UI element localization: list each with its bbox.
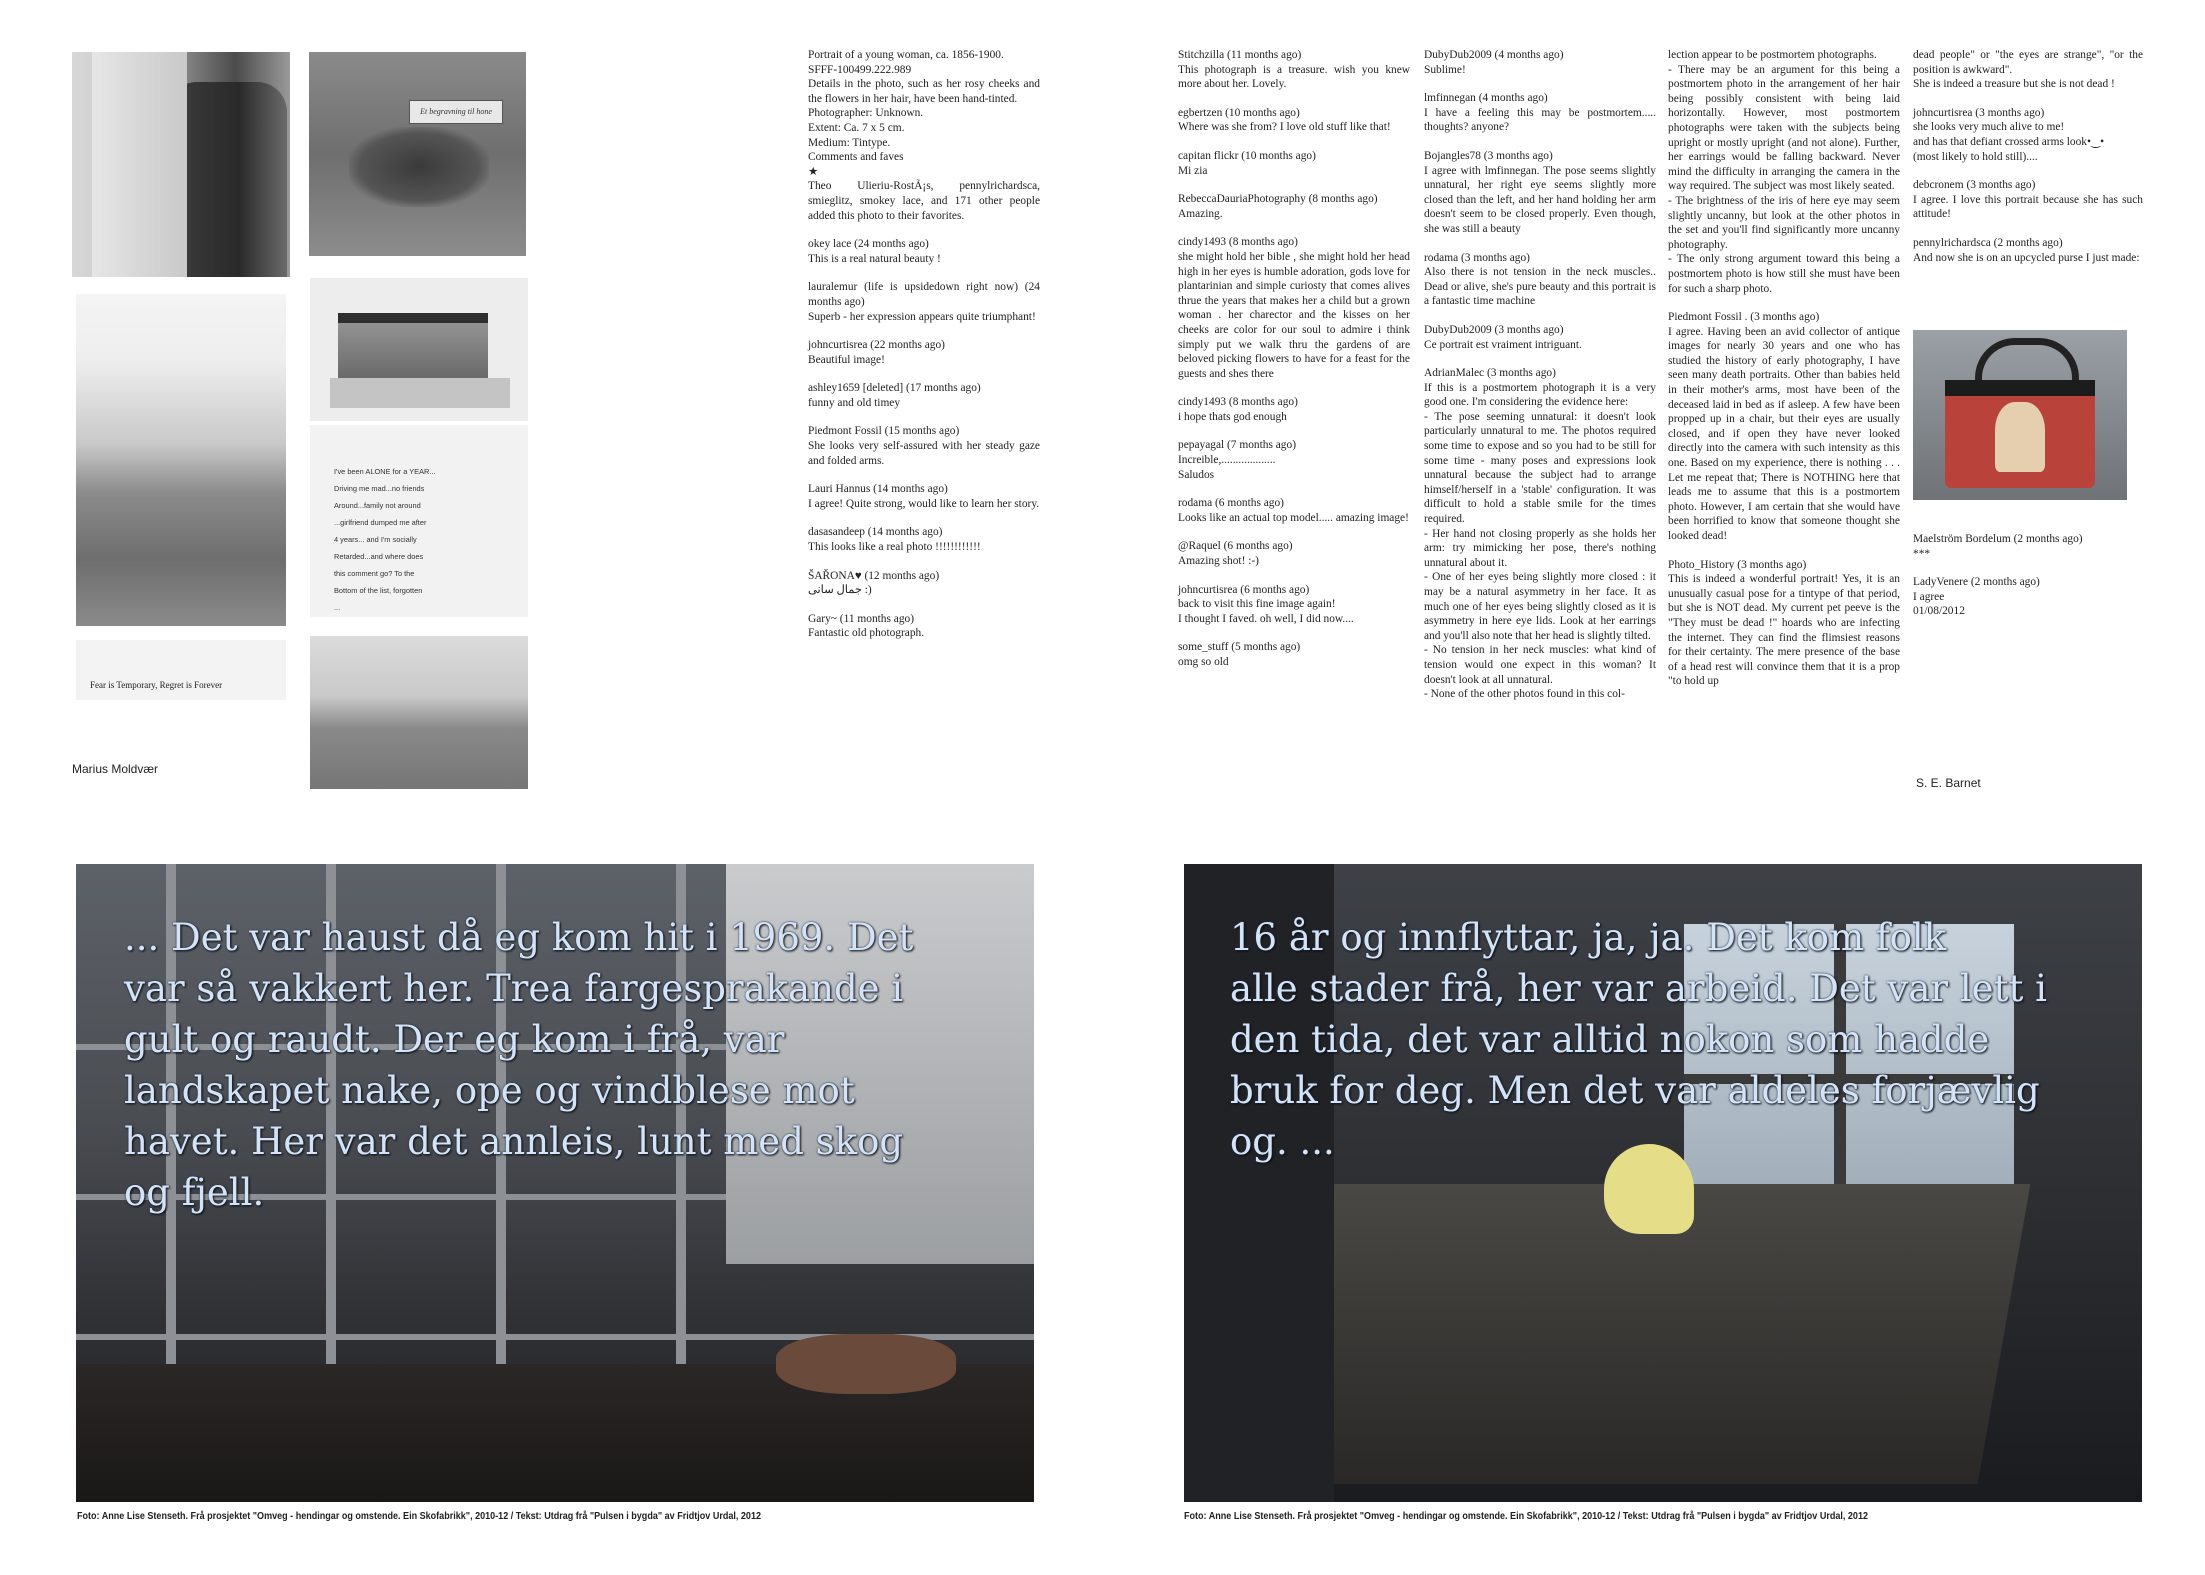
comment-line: I agree. Having been an avid collector of antique images for nearly 30 years and one who has studied the history of early photography, I have seen many death portraits. Other than babies held in their mother's arms, most have been of the deceased laid in bed as if asleep. A few have been propped up in a chair, but their eyes are usually closed, and if open they have never looked directly into the camera with such intensity as this one. Based on my experience, there is nothing . . . Let me repeat that; There is NOTHING here that leads me to assume that this is a postmortem photo. However, I am certain that she would have been horrified to know that someone thought she looked dead! [1668,325,1900,542]
comment-line: Details in the photo, such as her rosy cheeks and the flowers in her hair, have been hand-tinted. [808,78,1040,105]
comment-line: Amazing shot! :-) [1178,555,1259,568]
comment-line: Theo Ulieriu-RostÃ¡s, pennylrichardsca, smieglitz, smokey lace, and 171 other people added this photo to their favorites. [808,180,1040,222]
comment-line: some_stuff (5 months ago) [1178,641,1301,654]
poster-caption-2: Foto: Anne Lise Stenseth. Frå prosjektet "Omveg - hendingar og omstende. Ein Skofabrikk", 2010-12 / Tekst: Utdrag frå "Pulsen i bygda" av Fridtjov Urdal, 2012 [1184,1510,1869,1522]
comment-line: lmfinnegan (4 months ago) [1424,92,1548,105]
comment-line: - One of her eyes being slightly more closed : it may be a natural asymmetry in her face. It as much one of her eyes being slightly closed as it is asymmetry in here eye lids. Look at her earrings and you'll also note that her head is slightly tilted. [1424,571,1656,642]
comment-line: i hope thats god enough [1178,410,1287,423]
building-photo [310,278,528,421]
poster-caption-1: Foto: Anne Lise Stenseth. Frå prosjektet "Omveg - hendingar og omstende. Ein Skofabrikk", 2010-12 / Tekst: Utdrag frå "Pulsen i bygda" av Fridtjov Urdal, 2012 [77,1510,762,1522]
comment-line: I thought I faved. oh well, I did now.... [1178,612,1354,625]
note-line: ... [334,603,341,612]
comment-line: rodama (6 months ago) [1178,497,1284,510]
comment-line: - No tension in her neck muscles: what kind of tension would one expect in this woman? It doesn't look at all unnatural. [1424,644,1656,686]
comment-line: She looks very self-assured with her steady gaze and folded arms. [808,440,1040,467]
comment-line: (most likely to hold still).... [1913,150,2038,163]
comments-column-5 [1913,48,2143,279]
comment-line: *** [1913,547,1931,560]
comment-line: Stitchzilla (11 months ago) [1178,49,1302,61]
comment-line: LadyVenere (2 months ago) [1913,576,2040,589]
soldiers-photo [309,52,526,256]
comment-line: Comments and faves [808,151,904,164]
factory-window-poster [1184,864,2142,1502]
comment-line: rodama (3 months ago) [1424,251,1530,264]
comment-line: DubyDub2009 (3 months ago) [1424,323,1564,336]
comment-line: DubyDub2009 (4 months ago) [1424,49,1564,61]
torso-photo [72,52,290,277]
note-line: Driving me mad...no friends [334,484,425,493]
comment-line: Photo_History (3 months ago) [1668,558,1807,571]
comment-line: Portrait of a young woman, ca. 1856-1900. [808,49,1004,61]
comment-line: Beautiful image! [808,353,885,366]
author-name: S. E. Barnet [1916,776,1981,790]
comment-line: And now she is on an upcycled purse I just made: [1913,251,2140,264]
comment-line: Also there is not tension in the neck muscles.. Dead or alive, she's pure beauty and this portrait is a fantastic time machine [1424,266,1656,308]
comment-line: I agree! Quite strong, would like to learn her story. [808,497,1040,510]
note-line: ...girlfriend dumped me after [334,518,427,527]
comment-line: lection appear to be postmortem photographs. [1668,49,1877,61]
comment-line: - The only strong argument toward this being a postmortem photo is how still she must have been for such a sharp photo. [1668,253,1900,295]
comment-line: pennylrichardsca (2 months ago) [1913,236,2063,249]
comment-line: Saludos [1178,468,1215,481]
comment-line: 01/08/2012 [1913,605,1965,618]
comment-line: egbertzen (10 months ago) [1178,106,1300,119]
note-line: this comment go? To the [334,569,415,578]
comment-line: Medium: Tintype. [808,136,891,149]
comment-line: Sublime! [1424,63,1466,76]
poster-quote-1: ... Det var haust då eg kom hit i 1969. Det var så vakkert her. Trea fargesprakande i gult og raudt. Der eg kom i frå, var landskapet nake, ope og vindblese mot havet. Her var det annleis, lunt med skog og fjell. [124,916,914,1214]
comment-line: omg so old [1178,656,1229,668]
comments-column-3 [1424,48,1656,716]
comment-line: Bojangles78 (3 months ago) [1424,149,1553,162]
comment-line: Maelström Bordelum (2 months ago) [1913,533,2083,545]
comment-line: SFFF-100499.222.989 [808,63,912,76]
note-line: Bottom of the list, forgotten [334,586,423,595]
comment-line: AdrianMalec (3 months ago) [1424,367,1556,380]
comment-line: Where was she from? I love old stuff like that! [1178,121,1391,134]
comment-line: I agree [1913,590,1945,603]
comment-line: Superb - her expression appears quite triumphant! [808,310,1036,323]
comment-line: and has that defiant crossed arms look•‿• [1913,135,2105,148]
comments-column-4 [1668,48,1900,703]
poster-quote-2: 16 år og innflyttar, ja, ja. Det kom folk alle stader frå, her var arbeid. Det var lett i den tida, det var alltid nokon som hadde bruk for deg. Men det var aldeles forjævlig og. ... [1230,916,2047,1163]
comment-line: ★ [808,165,819,178]
comment-line: back to visit this fine image again! [1178,598,1336,611]
comment-line: Piedmont Fossil (15 months ago) [808,425,960,438]
comment-line: - The pose seeming unnatural: it doesn't look particularly unnatural to me. The photos required some time to expose and so you had to be still for some time - many poses and expressions look unnatural because the subject had to arrange himself/herself in a 'stable' configuration. It was difficult to hold a stable smile for the times required. [1424,410,1656,526]
note-line: Retarded...and where does [334,552,424,561]
comment-line: I have a feeling this may be postmortem..... thoughts? anyone? [1424,106,1656,134]
comment-line: capitan flickr (10 months ago) [1178,149,1316,162]
comments-column-5-bottom [1913,532,2143,633]
comment-line: Increible,................... [1178,454,1276,467]
note-line: I've been ALONE for a YEAR... [334,467,436,476]
comment-line: - None of the other photos found in this col- [1424,688,1625,701]
comment-line: johncurtisrea (6 months ago) [1178,583,1310,596]
comment-line: - Her hand not closing properly as she holds her arm: try mimicking her pose, there's nothing unnatural about it. [1424,527,1656,569]
comment-line: Fantastic old photograph. [808,627,925,640]
factory-shelves-poster [76,864,1034,1502]
comment-line: جمال سانی :) [808,584,872,597]
comment-line: cindy1493 (8 months ago) [1178,236,1298,249]
grey-sea-photo [310,636,528,789]
note-line: 4 years... and I'm socially [334,535,417,544]
comment-line: Photographer: Unknown. [808,107,924,120]
comment-line: - There may be an argument for this being a postmortem photo in the arrangement of her hair being possibly consistent with being laid horizontally. However, most postmortem photographs were taken with the subjects being upright or mostly upright (and not alone). Further, her earrings would be falling backward. Never mind the difficulty in arranging the camera in the way required. The subject was most likely seated. [1668,63,1900,193]
comment-line: Lauri Hannus (14 months ago) [808,483,948,496]
comment-line: @Raquel (6 months ago) [1178,540,1293,553]
comment-line: This is a real natural beauty ! [808,252,941,265]
comment-line: lauralemur (life is upsidedown right now) (24 months ago) [808,281,1040,308]
comment-line: Extent: Ca. 7 x 5 cm. [808,121,905,134]
horizon-frame [76,640,286,700]
comment-line: If this is a postmortem photograph it is a very good one. I'm considering the evidence here: [1424,381,1656,409]
comment-line: Piedmont Fossil . (3 months ago) [1668,311,1820,324]
comment-line: ŠΑŘΟΝΑ♥ (12 months ago) [808,569,940,582]
comment-line: RebeccaDauriaPhotography (8 months ago) [1178,193,1378,206]
artist-name: Marius Moldvær [72,762,159,776]
comments-column-2 [1178,48,1410,684]
comments-column-1 [808,48,1040,655]
comment-line: - The brightness of the iris of here eye may seem slightly uncanny, but look at the other photos in the set and you'll find significantly more uncanny photography. [1668,194,1900,251]
comment-line: Mi zia [1178,164,1208,177]
comment-line: I agree with lmfinnegan. The pose seems slightly unnatural, her right eye seems slightly more closed than the left, and her hand holding her arm doesn't seem to be closed properly. Even though, she was still a beauty [1424,164,1656,235]
comment-line: pepayagal (7 months ago) [1178,439,1296,452]
comment-line: Looks like an actual top model..... amazing image! [1178,511,1409,524]
comment-line: dasasandeep (14 months ago) [808,526,943,539]
comment-line: okey lace (24 months ago) [808,238,929,251]
comment-line: she looks very much alive to me! [1913,121,2065,134]
comment-line: Ce portrait est vraiment intriguant. [1424,338,1582,351]
horizon-photo [76,294,286,626]
comment-line: This looks like a real photo !!!!!!!!!!!! [808,541,981,554]
comment-line: johncurtisrea (3 months ago) [1913,106,2045,119]
comment-line: Gary~ (11 months ago) [808,612,915,625]
comment-line: dead people" or "the eyes are strange", "or the position is awkward". [1913,49,2143,76]
comment-line: ashley1659 [deleted] (17 months ago) [808,382,981,395]
comment-line: she might hold her bible , she might hold her head high in her eyes is humble adoration, gods love for plantarinian and simple curiosty that comes alives thrue the years that makes her a child but a grown woman . her charector and the kisses on her cheeks are color for our soul to admire i think simply put we walk thru the gardens of are beloved picking flowers to have for a feast for the guests and shes there [1178,250,1410,380]
collage-sign: Et begravning til hone [409,100,503,124]
comment-line: I agree. I love this portrait because she has such attitude! [1913,193,2143,221]
comment-line: johncurtisrea (22 months ago) [808,339,945,352]
comment-line: funny and old timey [808,396,901,409]
comment-line: This is indeed a wonderful portrait! Yes, it is an unusually casual pose for a tintype of that period, but she is NOT dead. My current pet peeve is the "They must be dead !" hoards who are infecting the internet. They can find the flimsiest reasons for their certainty. The mere presence of the base of a head rest will convince them that it is a prop "to hold up [1668,573,1900,688]
comment-line: cindy1493 (8 months ago) [1178,396,1298,409]
comment-line: This photograph is a treasure. wish you knew more about her. Lovely. [1178,63,1410,91]
note-line: Around...family not around [334,501,421,510]
comment-line: debcronem (3 months ago) [1913,179,2036,192]
note-card [310,425,528,617]
comment-line: Amazing. [1178,207,1223,220]
upcycled-purse-photo [1913,330,2127,500]
horizon-caption: Fear is Temporary, Regret is Forever [90,680,223,690]
comment-line: She is indeed a treasure but she is not dead ! [1913,78,2115,91]
